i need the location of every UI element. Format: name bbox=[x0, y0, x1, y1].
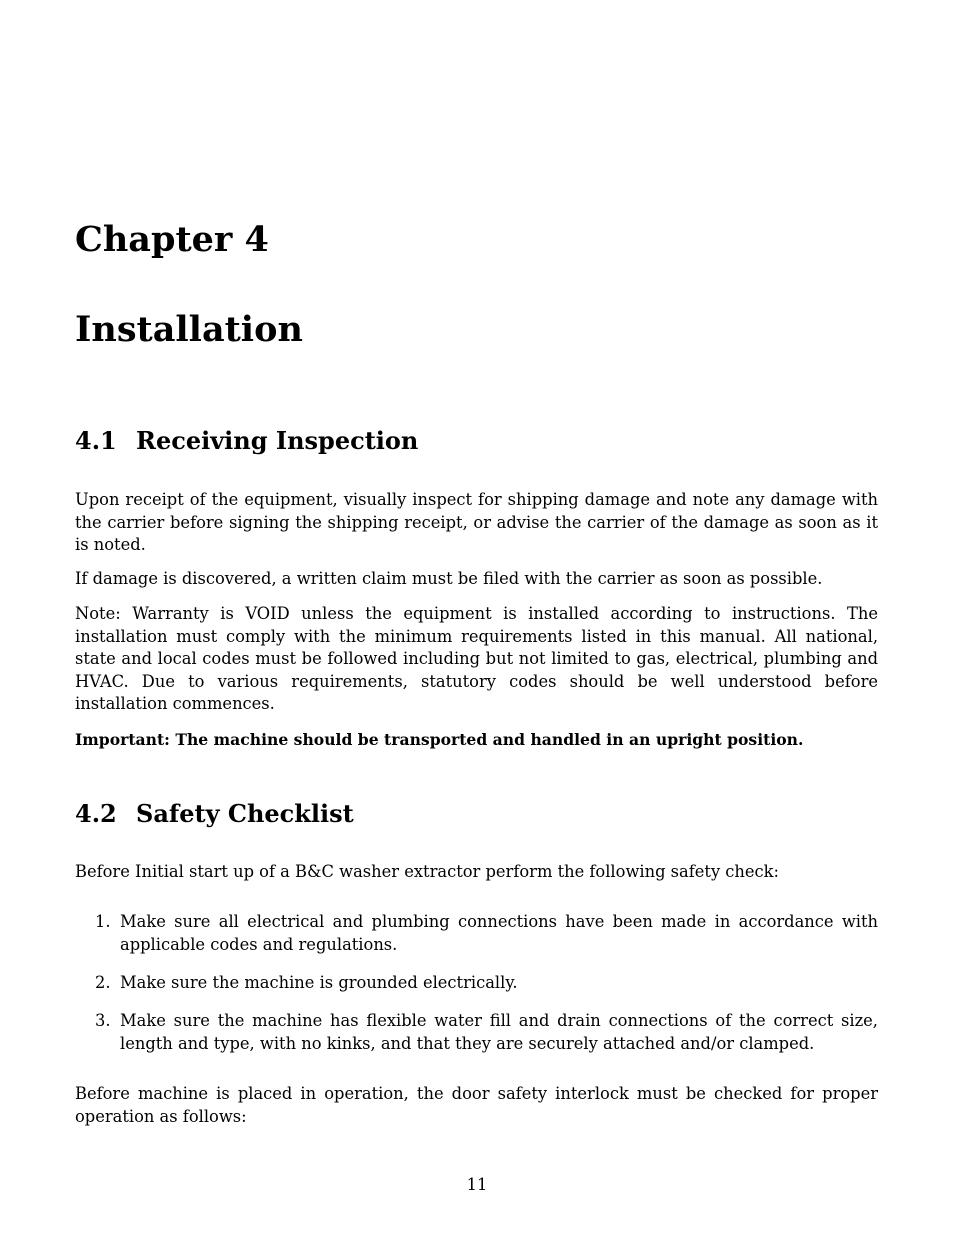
section-number: 4.1 bbox=[75, 426, 117, 455]
section-heading-receiving-inspection bbox=[75, 426, 878, 456]
list-marker: 1. bbox=[95, 912, 111, 931]
paragraph-safety-intro: Before Initial start up of a B&C washer extractor perform the following safety check: bbox=[75, 862, 780, 881]
list-item bbox=[75, 911, 878, 956]
paragraph-receipt-inspection: Upon receipt of the equipment, visually inspect for shipping damage and note any damage with the carrier before signing the shipping receipt, or advise the carrier of the damage as soon as it is noted. bbox=[75, 490, 878, 554]
section-number: 4.2 bbox=[75, 799, 117, 828]
paragraph-warranty-note: Note: Warranty is VOID unless the equipment is installed according to instructions. The installation must comply with the minimum requirements listed in this manual. All national, state and local codes must be followed including but not limited to gas, electrical, plumbing and HVAC. Due to various requirements, statutory codes should be well understood before installation commences. bbox=[75, 604, 878, 713]
page-number: 11 bbox=[466, 1175, 488, 1194]
list-item bbox=[75, 1010, 878, 1055]
section-title: Safety Checklist bbox=[136, 799, 354, 828]
list-item-text: Make sure all electrical and plumbing connections have been made in accordance with applicable codes and regulations. bbox=[120, 912, 878, 954]
paragraph-damage-claim: If damage is discovered, a written claim must be filed with the carrier as soon as possible. bbox=[75, 569, 823, 588]
paragraph-important-upright: Important: The machine should be transported and handled in an upright position. bbox=[75, 730, 804, 749]
chapter-title: Installation bbox=[75, 309, 303, 350]
section-title: Receiving Inspection bbox=[136, 426, 419, 455]
chapter-label: Chapter 4 bbox=[75, 219, 269, 260]
list-item-text: Make sure the machine is grounded electrically. bbox=[120, 973, 518, 992]
list-item-text: Make sure the machine has flexible water fill and drain connections of the correct size, length and type, with no kinks, and that they are securely attached and/or clamped. bbox=[120, 1011, 878, 1053]
list-marker: 3. bbox=[95, 1011, 111, 1030]
section-heading-safety-checklist bbox=[75, 799, 878, 829]
list-marker: 2. bbox=[95, 973, 111, 992]
paragraph-door-interlock: Before machine is placed in operation, the door safety interlock must be checked for proper operation as follows: bbox=[75, 1084, 878, 1126]
list-item bbox=[75, 972, 878, 995]
